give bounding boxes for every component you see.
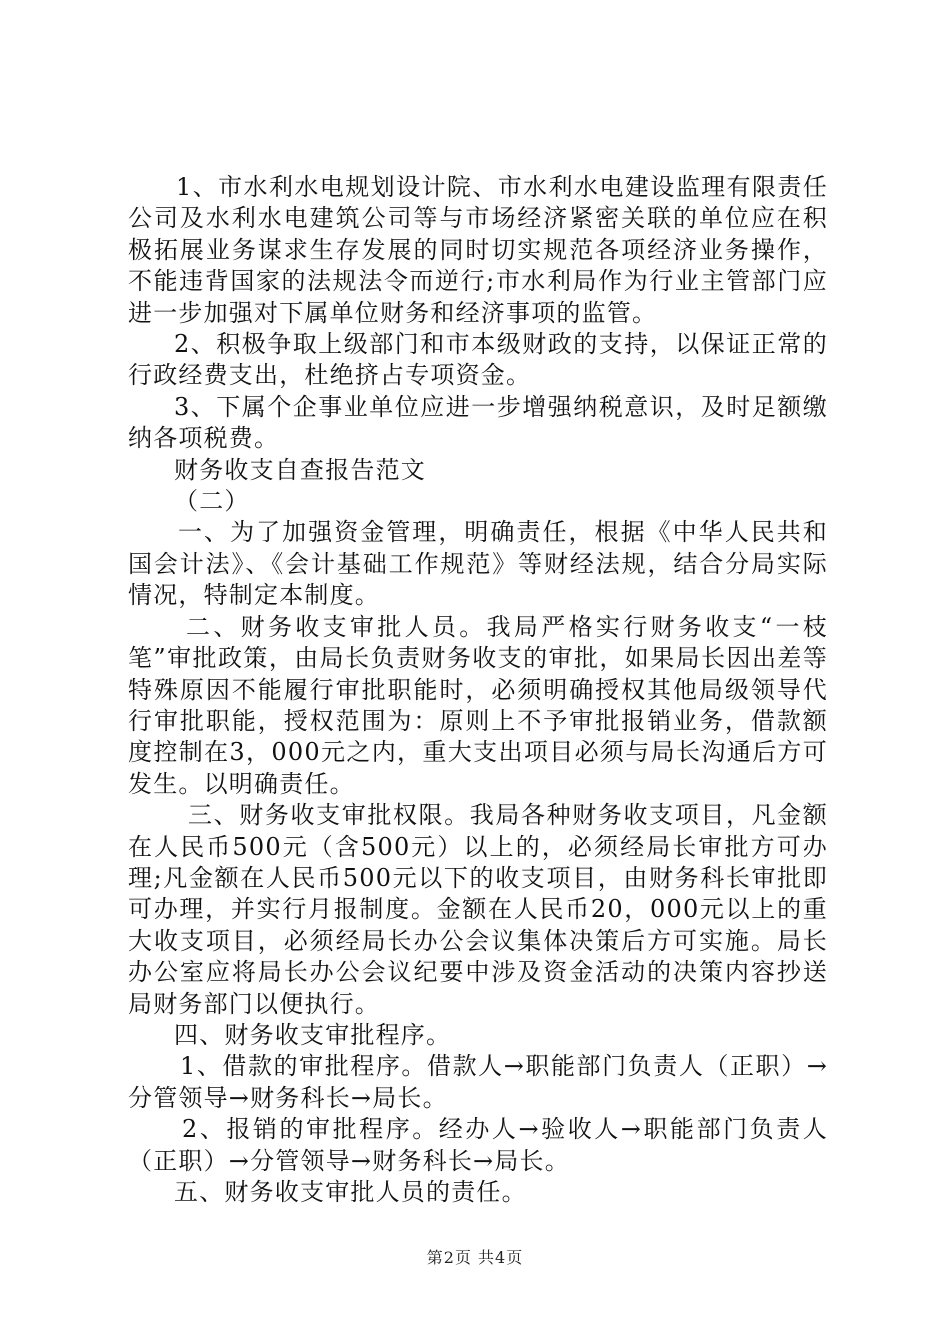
section-heading: 财务收支自查报告范文	[174, 455, 426, 484]
paragraph-item-1: 1、市水利水电规划设计院、市水利水电建设监理有限责任公司及水利水电建筑公司等与市场经济紧密关联的单位应在积极拓展业务谋求生存发展的同时切实规范各项经济业务操作，不能违背国家的法规法令而逆行;市水利局作为行业主管部门应进一步加强对下属单位财务和经济事项的监管。	[128, 173, 828, 327]
section-number: （二）	[174, 487, 250, 516]
document-body	[128, 172, 828, 1208]
page-footer	[0, 1245, 950, 1268]
paragraph-article-2: 二、财务收支审批人员。我局严格实行财务收支“一枝笔”审批政策，由局长负责财务收支的审批，如果局长因出差等特殊原因不能履行审批职能时，必须明确授权其他局级领导代行审批职能，授权范围为：原则上不予审批报销业务，借款额度控制在3，000元之内，重大支出项目必须与局长沟通后方可发生。以明确责任。	[128, 612, 828, 798]
paragraph-article-1: 一、为了加强资金管理，明确责任，根据《中华人民共和国会计法》、《会计基础工作规范》等财经法规，结合分局实际情况，特制定本制度。	[128, 518, 828, 610]
paragraph-article-3: 三、财务收支审批权限。我局各种财务收支项目，凡金额在人民币500元（含500元）以上的，必须经局长审批方可办理;凡金额在人民币500元以下的收支项目，由财务科长审批即可办理，并实行月报制度。金额在人民币20，000元以上的重大收支项目，必须经局长办公会议集体决策后方可实施。局长办公室应将局长办公会议纪要中涉及资金活动的决策内容抄送局财务部门以便执行。	[128, 801, 828, 1018]
paragraph-reimburse-procedure: 2、报销的审批程序。经办人→验收人→职能部门负责人（正职）→分管领导→财务科长→局长。	[128, 1115, 828, 1175]
paragraph-article-5: 五、财务收支审批人员的责任。	[174, 1178, 527, 1206]
paragraph-item-2: 2、积极争取上级部门和市本级财政的支持，以保证正常的行政经费支出，杜绝挤占专项资金。	[128, 330, 828, 390]
page-number: 第2页 共4页	[426, 1248, 524, 1267]
paragraph-loan-procedure: 1、借款的审批程序。借款人→职能部门负责人（正职）→分管领导→财务科长→局长。	[128, 1052, 828, 1112]
paragraph-item-3: 3、下属个企事业单位应进一步增强纳税意识，及时足额缴纳各项税费。	[128, 392, 828, 453]
paragraph-article-4: 四、财务收支审批程序。	[174, 1020, 452, 1049]
